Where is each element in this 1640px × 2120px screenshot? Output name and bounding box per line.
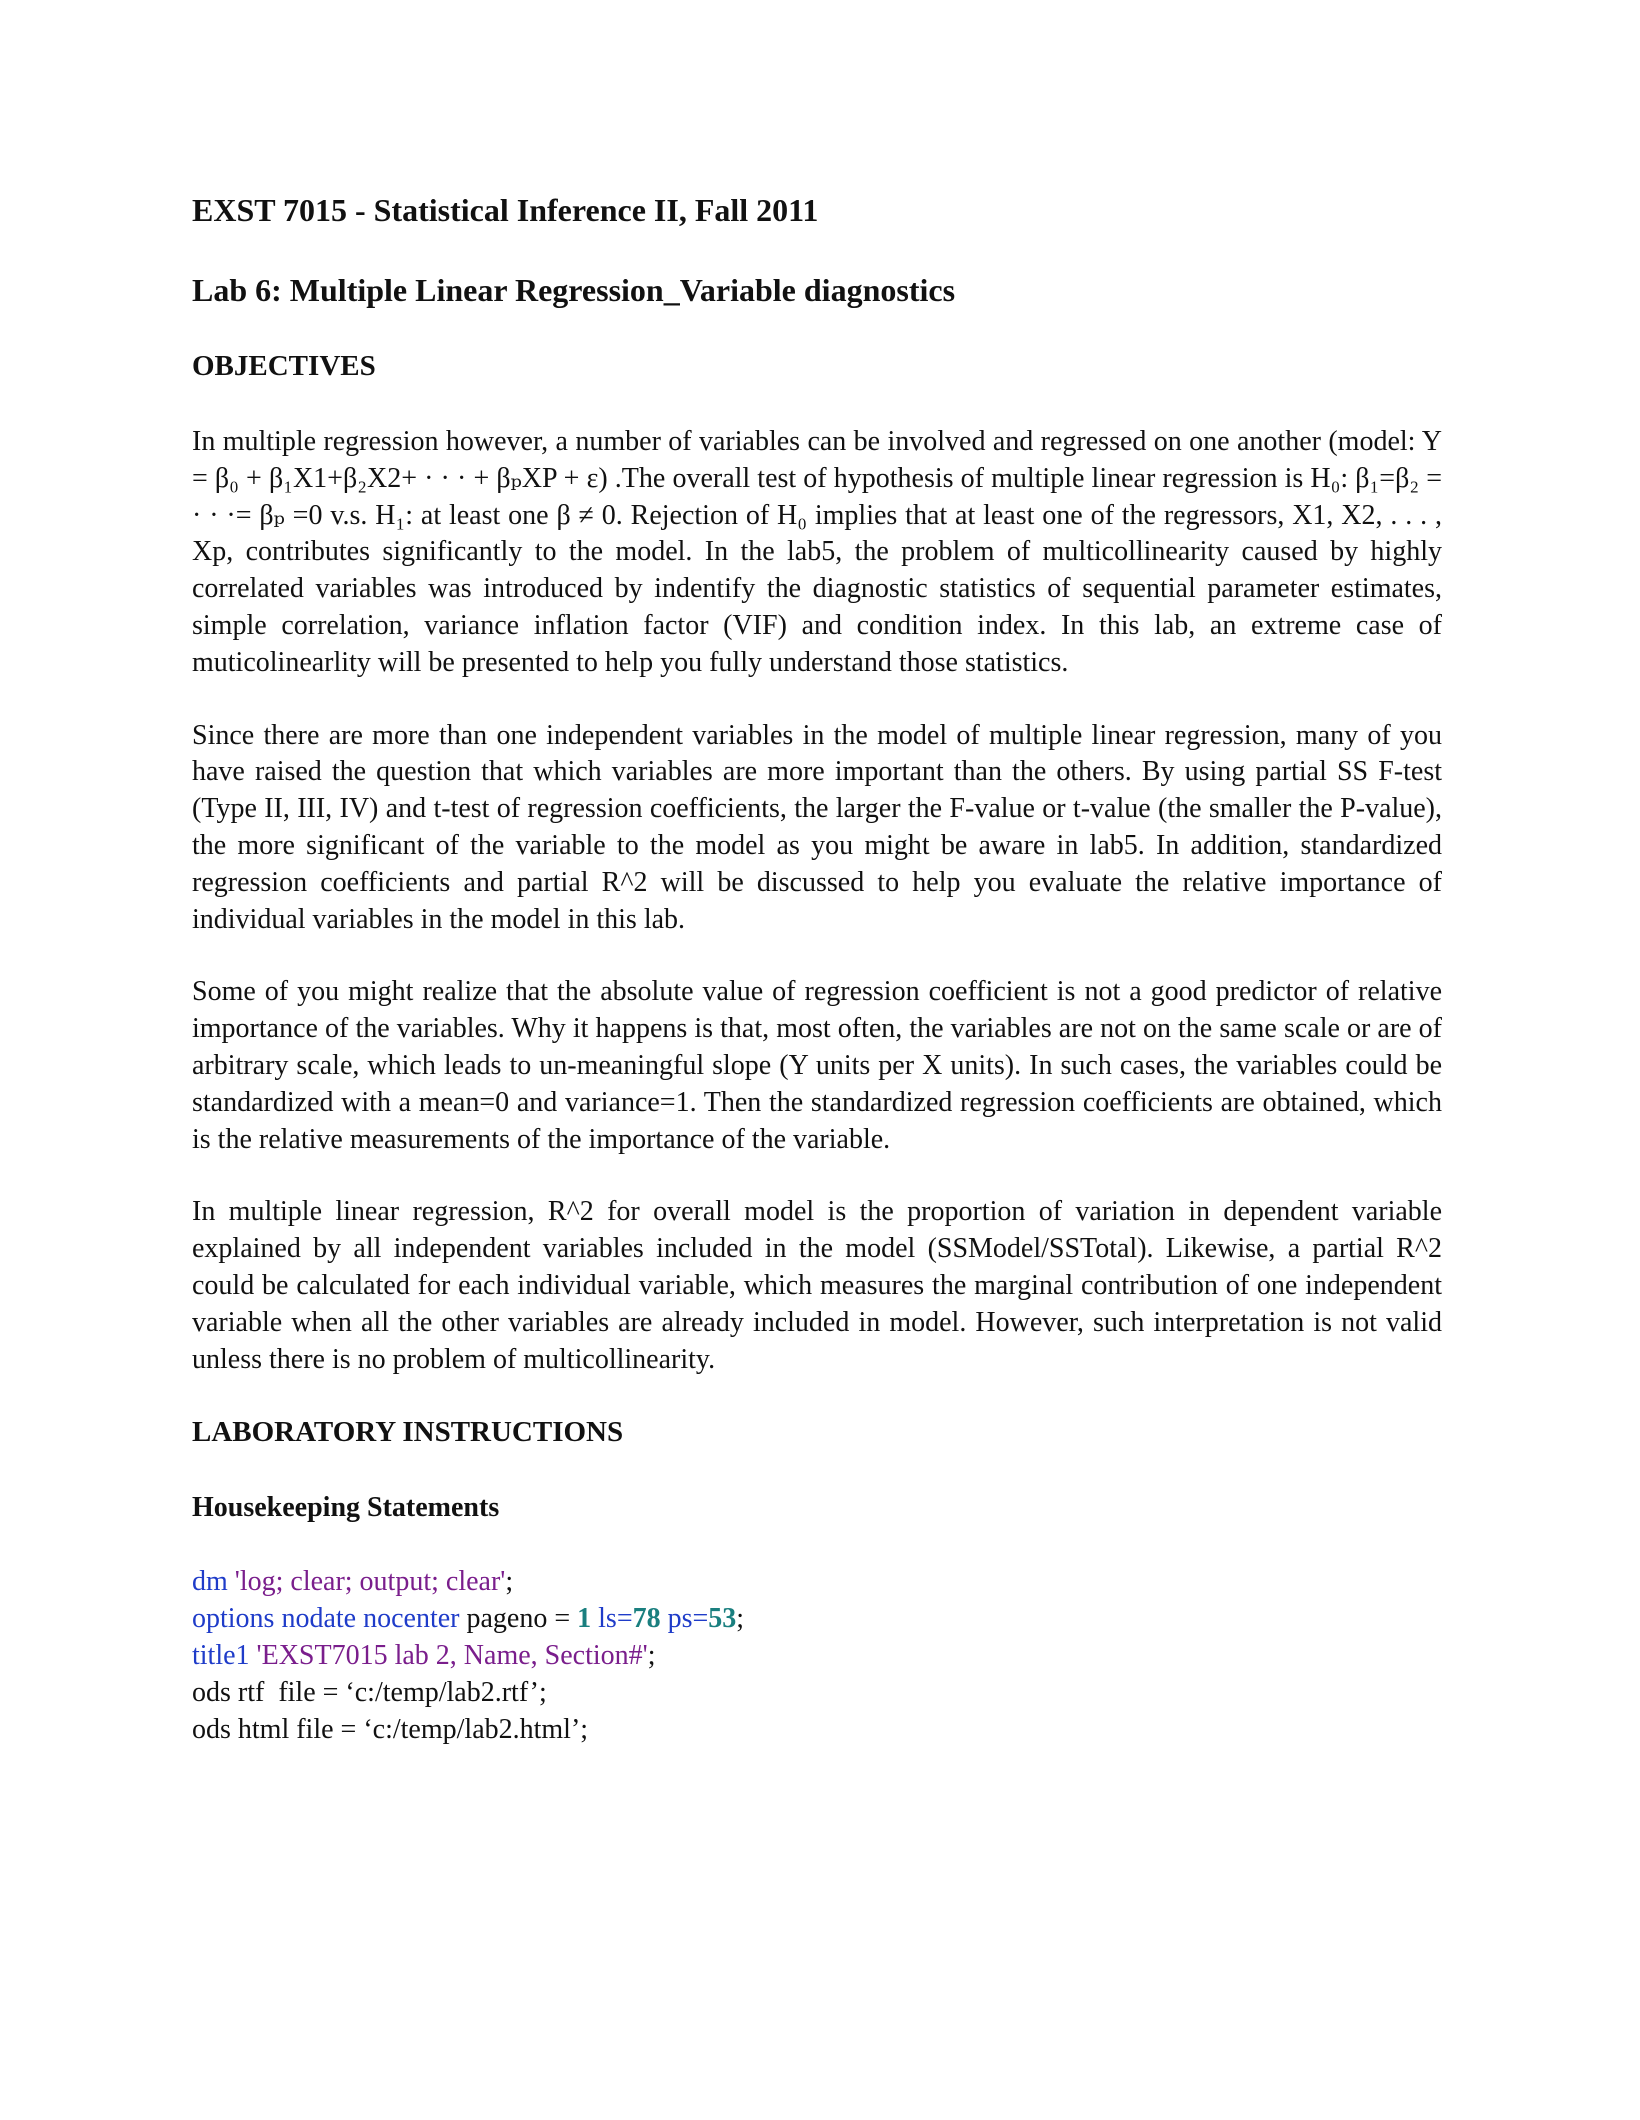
code-line [192, 1638, 1442, 1675]
code-punct: ; [505, 1566, 514, 1598]
code-line [192, 1601, 1442, 1638]
document-page [192, 188, 1442, 1748]
lab-title: Lab 6: Multiple Linear Regression_Variable diagnostics [192, 272, 956, 308]
code-string: 'log; clear; output; clear' [227, 1566, 506, 1598]
code-number: 78 [632, 1603, 661, 1635]
code-keyword: dm [192, 1566, 228, 1598]
instructions-heading: LABORATORY INSTRUCTIONS [192, 1416, 624, 1449]
code-line: ods html file = ‘c:/temp/lab2.html’; [192, 1713, 589, 1745]
code-keyword: title1 [192, 1639, 250, 1671]
housekeeping-heading: Housekeeping Statements [192, 1492, 500, 1524]
paragraph-objectives-1: In multiple regression however, a number of variables can be involved and regressed on one another (model: Y = β₀ + β₁X1+β₂X2+ · · · + βₚXP + ε) .The overall test of hypothesis of multiple linear regression is H₀: β₁=β₂ = · · ·= βₚ =0 v.s. H₁: at least one β ≠ 0. Rejection of H₀ implies that at least one of the regressors, X1, X2, . . . , Xp, contributes significantly to the model. In the lab5, the problem of multicollinearity caused by highly correlated variables was introduced by indentify the diagnostic statistics of sequential parameter estimates, simple correlation, variance inflation factor (VIF) and condition index. In this lab, an extreme case of muticolinearlity will be presented to help you fully understand those statistics. [192, 426, 1442, 678]
code-punct: ; [736, 1603, 745, 1635]
code-keyword: ps= [660, 1603, 709, 1635]
paragraph-objectives-4: In multiple linear regression, R^2 for overall model is the proportion of variation in dependent variable explained by all independent variables included in the model (SSModel/SSTotal). Likewise, a partial R^2 could be calculated for each individual variable, which measures the marginal contribution of one independent variable when all the other variables are already included in model. However, such interpretation is not valid unless there is no problem of multicollinearity. [192, 1196, 1442, 1375]
objectives-heading: OBJECTIVES [192, 350, 376, 382]
code-punct: ; [647, 1639, 656, 1671]
code-number: 1 [577, 1603, 592, 1635]
paragraph-objectives-2: Since there are more than one independent variables in the model of multiple linear regression, many of you have raised the question that which variables are more important than the others. By using partial SS F-test (Type II, III, IV) and t-test of regression coefficients, the larger the F-value or t-value (the smaller the P-value), the more significant of the variable to the model as you might be aware in lab5. In addition, standardized regression coefficients and partial R^2 will be discussed to help you evaluate the relative importance of individual variables in the model in this lab. [192, 719, 1442, 935]
code-keyword: options nodate nocenter [192, 1603, 460, 1635]
code-text: pageno = [459, 1603, 578, 1635]
code-string: 'EXST7015 lab 2, Name, Section#' [249, 1639, 648, 1671]
code-keyword: ls= [591, 1603, 633, 1635]
code-number: 53 [708, 1603, 737, 1635]
paragraph-objectives-3: Some of you might realize that the absolute value of regression coefficient is not a good predictor of relative importance of the variables. Why it happens is that, most often, the variables are not on the same scale or are of arbitrary scale, which leads to un-meaningful slope (Y units per X units). In such cases, the variables could be standardized with a mean=0 and variance=1. Then the standardized regression coefficients are obtained, which is the relative measurements of the importance of the variable. [192, 976, 1442, 1155]
course-title: EXST 7015 - Statistical Inference II, Fall 2011 [192, 192, 819, 228]
code-line [192, 1564, 1442, 1601]
code-line: ods rtf file = ‘c:/temp/lab2.rtf’; [192, 1676, 547, 1708]
sas-code-block [192, 1564, 1442, 1748]
